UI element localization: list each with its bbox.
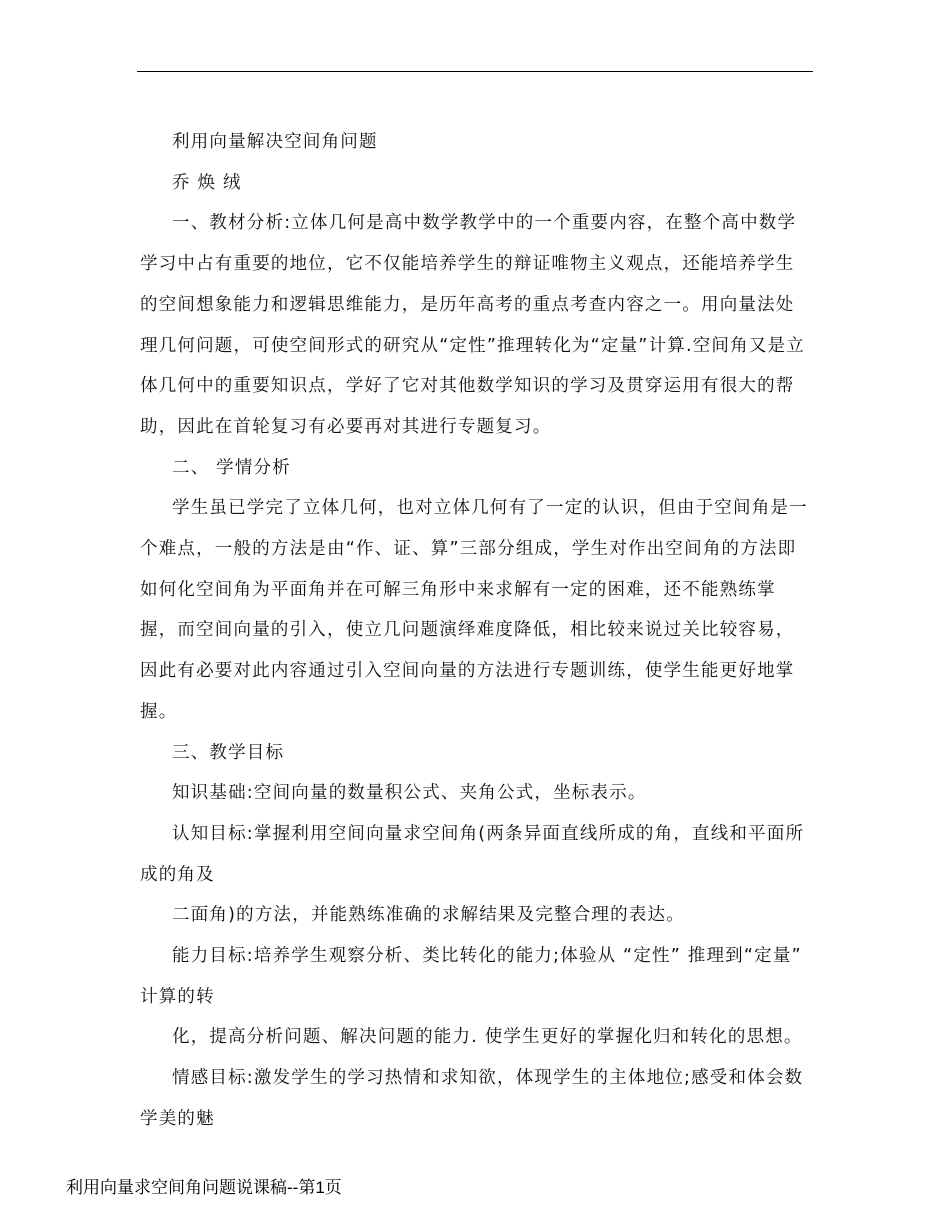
paragraph-knowledge-basis: 知识基础:空间向量的数量积公式、夹角公式，坐标表示。 [172, 783, 647, 804]
header-rule [137, 71, 813, 72]
paragraph-ability-goal-cont: 化，提高分析问题、解决问题的能力. 使学生更好的掌握化归和转化的思想。 [172, 1027, 803, 1048]
paragraph-cognitive-goal-cont: 二面角)的方法，并能熟练准确的求解结果及完整合理的表达。 [172, 905, 685, 926]
page-footer: 利用向量求空间角问题说课稿--第1页 [66, 1178, 342, 1197]
heading-student-analysis: 二、 学情分析 [172, 457, 291, 478]
paragraph-ability-goal: 能力目标:培养学生观察分析、类比转化的能力;体验从 “定性” 推理到“定量” 计算的转 [140, 946, 802, 1007]
heading-teaching-goals: 三、教学目标 [172, 742, 285, 763]
paragraph-textbook-analysis: 一、教材分析:立体几何是高中数学教学中的一个重要内容，在整个高中数学学习中占有重要的地位，它不仅能培养学生的辩证唯物主义观点，还能培养学生的空间想象能力和逻辑思维能力，是历年高考的重点考查内容之一。用向量法处理几何问题，可使空间形式的研究从“定性”推理转化为“定量”计算.空间角又是立体几何中的重要知识点，学好了它对其他数学知识的学习及贯穿运用有很大的帮助，因此在首轮复习有必要再对其进行专题复习。 [140, 213, 805, 437]
document-body [140, 122, 812, 1140]
paragraph-student-analysis: 学生虽已学完了立体几何，也对立体几何有了一定的认识，但由于空间角是一个难点，一般的方法是由“作、证、算”三部分组成，学生对作出空间角的方法即如何化空间角为平面角并在可解三角形中来求解有一定的困难，还不能熟练掌握，而空间向量的引入，使立几问题演绎难度降低，相比较来说过关比较容易，因此有必要对此内容通过引入空间向量的方法进行专题训练，使学生能更好地掌握。 [140, 498, 808, 722]
document-title: 利用向量解决空间角问题 [172, 132, 378, 152]
paragraph-cognitive-goal: 认知目标:掌握利用空间向量求空间角(两条异面直线所成的角，直线和平面所成的角及 [140, 823, 805, 885]
document-author: 乔 焕 绒 [172, 172, 242, 193]
paragraph-emotion-goal: 情感目标:激发学生的学习热情和求知欲，体现学生的主体地位;感受和体会数学美的魅 [140, 1068, 804, 1129]
